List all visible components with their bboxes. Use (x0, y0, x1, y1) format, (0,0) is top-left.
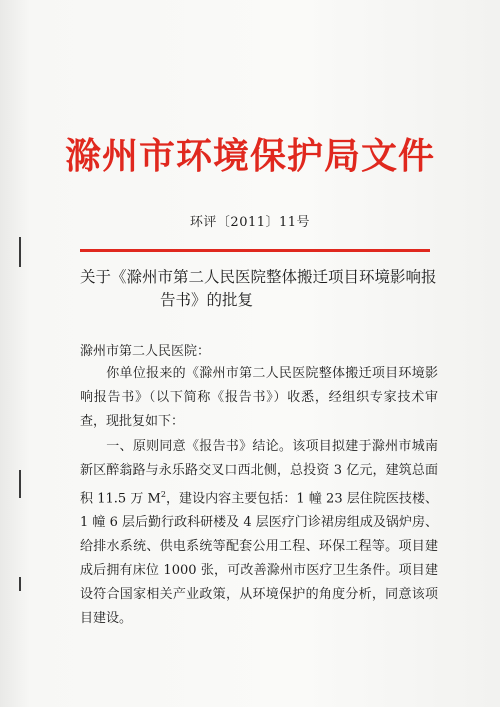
red-divider-rule (80, 249, 430, 252)
paragraph-2-text-b: ，建设内容主要包括：1 幢 23 层住院医技楼、1 幢 6 层后勤行政科研楼及 4 层医疗门诊裙房组成及锅炉房、给排水系统、供电系统等配套公用工程、环保工程等。项目建成后拥有床位 1000 张，可改善滁州市医疗卫生条件。项目建设符合国家相关产业政策，从环境保护的角度分析，同意该项目建设。 (80, 491, 438, 627)
document-subject (80, 266, 450, 312)
document-title: 滁州市环境保护局文件 (64, 135, 435, 177)
document-number: 环评〔2011〕11号 (189, 215, 311, 230)
binding-mark (19, 577, 21, 591)
body-paragraph-2 (80, 435, 438, 631)
binding-mark (19, 470, 21, 498)
superscript-2: 2 (160, 490, 166, 499)
subject-line-2: 告书》的批复 (160, 291, 254, 309)
binding-mark (19, 237, 21, 267)
subject-line-1: 关于《滁州市第二人民医院整体搬迁项目环境影响报 (80, 268, 437, 286)
body-paragraph-1 (80, 362, 438, 434)
paragraph-2-text-a: 一、原则同意《报告书》结论。该项目拟建于滁州市城南新区醉翁路与永乐路交叉口西北侧，总投资 3 亿元，建筑总面积 11.5 万 M (80, 439, 438, 507)
addressee: 滁州市第二人民医院： (80, 344, 211, 359)
paragraph-1-text: 你单位报来的《滁州市第二人民医院整体搬迁项目环境影响报告书》（以下简称《报告书》）收悉，经组织专家技术审查，现批复如下： (80, 366, 438, 429)
